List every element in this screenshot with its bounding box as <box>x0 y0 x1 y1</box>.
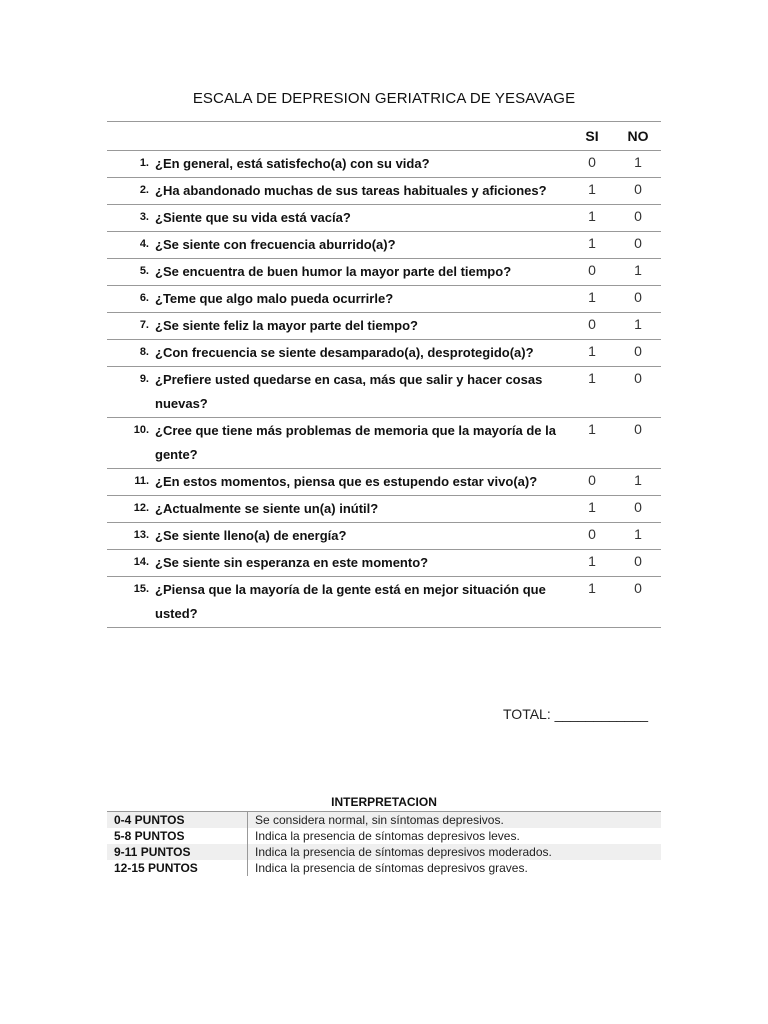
interpretation-desc: Indica la presencia de síntomas depresivos graves. <box>255 861 528 875</box>
question-text: ¿Se siente lleno(a) de energía? <box>155 528 347 543</box>
no-value: 0 <box>634 370 642 386</box>
interpretation-table <box>107 811 661 876</box>
no-value: 0 <box>634 235 642 251</box>
interpretation-desc: Indica la presencia de síntomas depresivos leves. <box>255 829 520 843</box>
table-row <box>107 178 661 205</box>
question-number: 7. <box>139 319 149 331</box>
question-text: ¿Piensa que la mayoría de la gente está en mejor situación que usted? <box>155 582 546 621</box>
table-row <box>107 523 661 550</box>
si-value: 1 <box>588 181 596 197</box>
question-text: ¿Prefiere usted quedarse en casa, más que salir y hacer cosas nuevas? <box>155 372 543 411</box>
question-text: ¿Teme que algo malo pueda ocurrirle? <box>155 291 394 306</box>
question-number: 9. <box>139 373 149 385</box>
header-question <box>155 122 569 151</box>
question-text: ¿Ha abandonado muchas de sus tareas habituales y aficiones? <box>155 183 547 198</box>
header-si: SI <box>585 128 599 144</box>
table-row <box>107 313 661 340</box>
si-value: 1 <box>588 553 596 569</box>
no-value: 1 <box>634 154 642 170</box>
question-number: 1. <box>139 157 149 169</box>
document-title: ESCALA DE DEPRESION GERIATRICA DE YESAVAGE <box>192 90 576 107</box>
si-value: 1 <box>588 421 596 437</box>
table-row <box>107 577 661 628</box>
si-value: 1 <box>588 235 596 251</box>
interpretation-desc: Se considera normal, sin síntomas depresivos. <box>248 812 662 829</box>
question-text: ¿Actualmente se siente un(a) inútil? <box>155 501 379 516</box>
no-value: 0 <box>634 181 642 197</box>
question-text: ¿En general, está satisfecho(a) con su vida? <box>155 156 430 171</box>
interpretation-title: INTERPRETACION <box>331 795 437 809</box>
interpretation-row <box>107 828 661 844</box>
interpretation-row <box>107 812 661 829</box>
interpretation-range: 5-8 PUNTOS <box>107 828 248 844</box>
interpretation-range: 9-11 PUNTOS <box>107 844 248 860</box>
si-value: 0 <box>588 526 596 542</box>
table-row <box>107 205 661 232</box>
si-value: 1 <box>588 370 596 386</box>
table-header-row <box>107 122 661 151</box>
no-value: 0 <box>634 343 642 359</box>
si-value: 1 <box>588 208 596 224</box>
si-value: 0 <box>588 472 596 488</box>
table-row <box>107 418 661 469</box>
si-value: 1 <box>588 343 596 359</box>
table-row <box>107 340 661 367</box>
no-value: 0 <box>634 421 642 437</box>
table-row <box>107 550 661 577</box>
table-row <box>107 151 661 178</box>
no-value: 0 <box>634 580 642 596</box>
question-number: 11. <box>134 475 149 487</box>
interpretation-row <box>107 860 661 876</box>
question-text: ¿Siente que su vida está vacía? <box>155 210 351 225</box>
table-row <box>107 496 661 523</box>
si-value: 1 <box>588 580 596 596</box>
question-text: ¿Se siente feliz la mayor parte del tiempo? <box>155 318 418 333</box>
question-number: 8. <box>139 346 149 358</box>
si-value: 0 <box>588 154 596 170</box>
questions-table <box>107 121 661 628</box>
question-number: 14. <box>133 556 149 568</box>
no-value: 0 <box>634 208 642 224</box>
table-row <box>107 367 661 418</box>
question-text: ¿Se siente con frecuencia aburrido(a)? <box>155 237 396 252</box>
interpretation-desc: Indica la presencia de síntomas depresivos moderados. <box>248 844 662 860</box>
question-number: 5. <box>139 265 149 277</box>
question-text: ¿Con frecuencia se siente desamparado(a), desprotegido(a)? <box>155 345 534 360</box>
question-number: 10. <box>133 424 149 436</box>
question-text: ¿Cree que tiene más problemas de memoria que la mayoría de la gente? <box>155 423 556 462</box>
question-number: 4. <box>139 238 149 250</box>
interpretation-row <box>107 844 661 860</box>
no-value: 0 <box>634 289 642 305</box>
header-empty <box>107 122 155 151</box>
total-field: TOTAL: ____________ <box>503 706 649 722</box>
si-value: 1 <box>588 499 596 515</box>
header-no: NO <box>627 128 649 144</box>
table-row <box>107 259 661 286</box>
question-text: ¿Se encuentra de buen humor la mayor parte del tiempo? <box>155 264 512 279</box>
no-value: 1 <box>634 526 642 542</box>
table-row <box>107 232 661 259</box>
si-value: 0 <box>588 316 596 332</box>
question-number: 15. <box>133 583 149 595</box>
interpretation-range: 12-15 PUNTOS <box>107 860 248 876</box>
question-text: ¿Se siente sin esperanza en este momento? <box>155 555 429 570</box>
no-value: 0 <box>634 553 642 569</box>
question-number: 12. <box>133 502 149 514</box>
si-value: 0 <box>588 262 596 278</box>
no-value: 1 <box>634 472 642 488</box>
question-number: 2. <box>139 184 149 196</box>
table-row <box>107 286 661 313</box>
no-value: 1 <box>634 316 642 332</box>
si-value: 1 <box>588 289 596 305</box>
no-value: 1 <box>634 262 642 278</box>
question-number: 3. <box>139 211 149 223</box>
interpretation-range: 0-4 PUNTOS <box>107 812 248 829</box>
no-value: 0 <box>634 499 642 515</box>
question-number: 13. <box>133 529 149 541</box>
questions-body <box>107 151 661 628</box>
question-number: 6. <box>139 292 149 304</box>
question-text: ¿En estos momentos, piensa que es estupendo estar vivo(a)? <box>155 474 538 489</box>
table-row <box>107 469 661 496</box>
